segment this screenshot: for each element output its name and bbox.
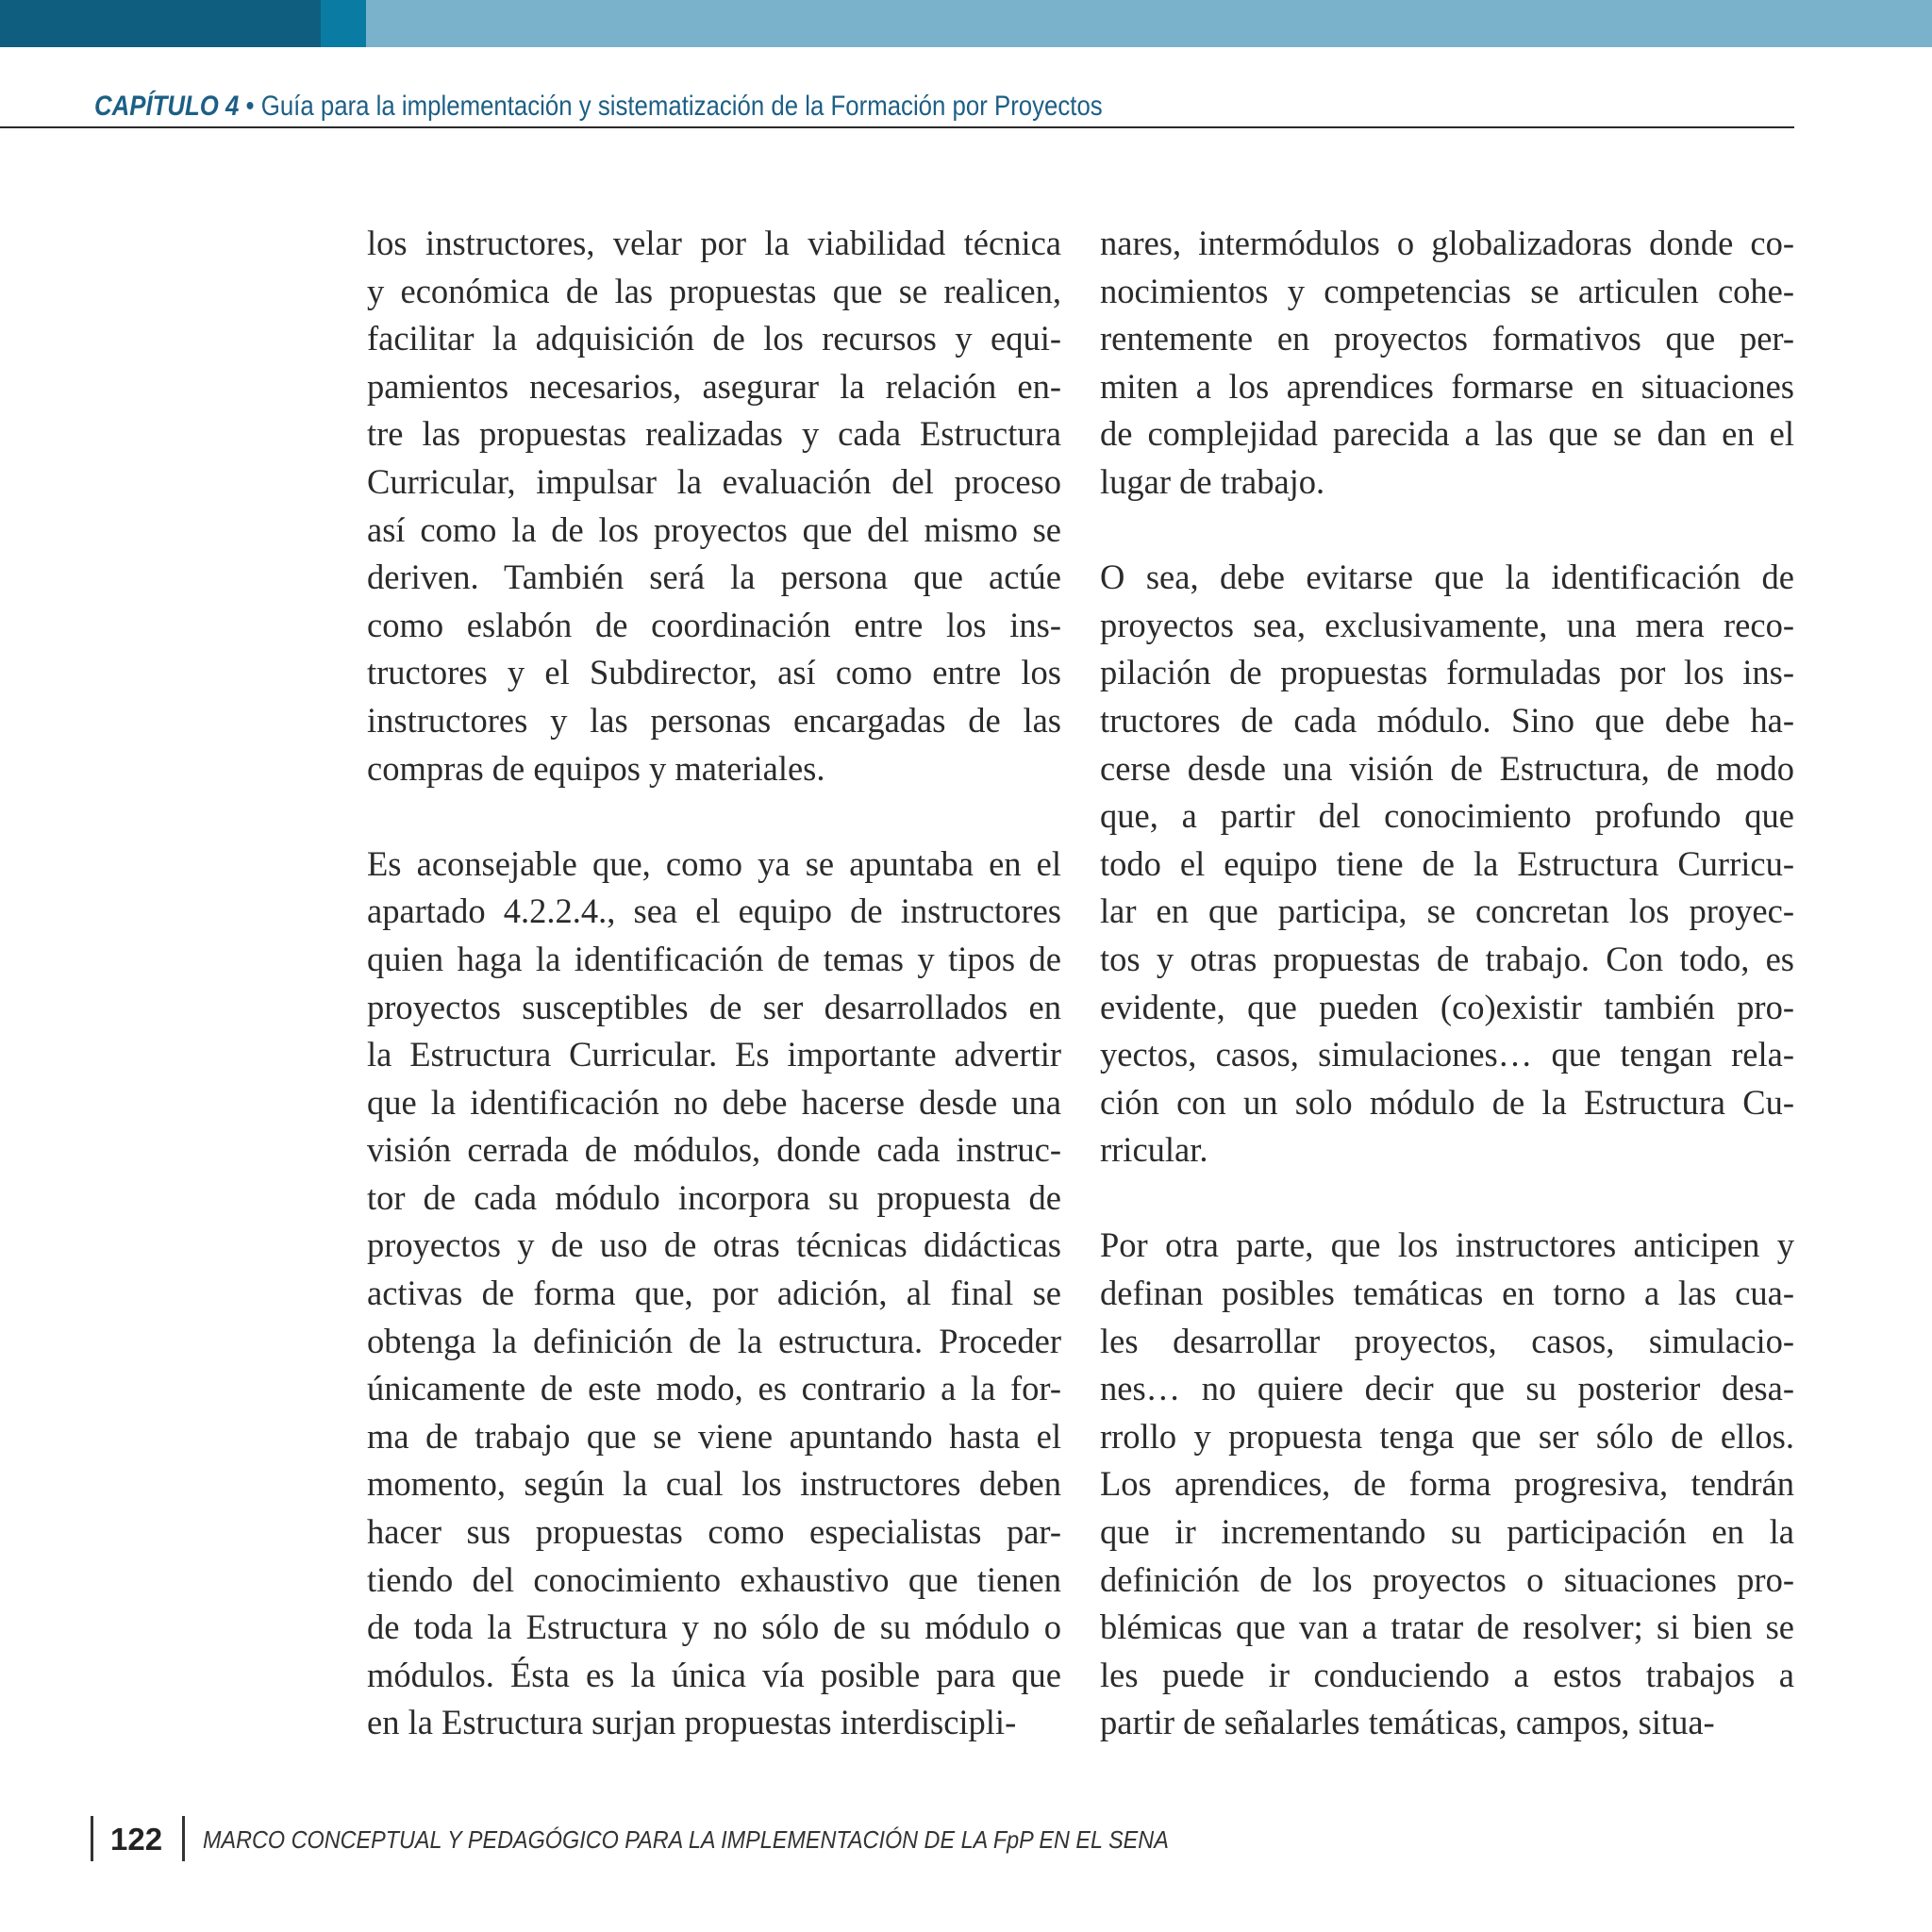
- left-text-column: [367, 220, 1061, 1747]
- text-line: compras de equipos y materiales.: [367, 748, 825, 788]
- top-bar-mid-segment: [321, 0, 366, 47]
- paragraph-gap: [1100, 507, 1794, 555]
- text-line: deriven. También será la persona que actúe: [367, 558, 1061, 597]
- text-line: visión cerrada de módulos, donde cada instruc-: [367, 1130, 1061, 1170]
- text-line: en la Estructura surjan propuestas interdiscipli-: [367, 1703, 1017, 1742]
- text-line: que ir incrementando su participación en la: [1100, 1512, 1794, 1552]
- footer-divider-left: [91, 1816, 93, 1861]
- text-line: nares, intermódulos o globalizadoras donde co-: [1100, 224, 1794, 262]
- text-line: tre las propuestas realizadas y cada Estructura: [367, 414, 1061, 454]
- text-line: proyectos sea, exclusivamente, una mera reco-: [1100, 605, 1794, 644]
- text-line: de toda la Estructura y no sólo de su módulo o: [367, 1607, 1061, 1647]
- text-line: tructores de cada módulo. Sino que debe ha-: [1100, 700, 1794, 740]
- text-line: partir de señalarles temáticas, campos, situa-: [1100, 1703, 1715, 1742]
- text-line: ma de trabajo que se viene apuntando hasta el: [367, 1416, 1061, 1456]
- text-line: todo el equipo tiene de la Estructura Curricu-: [1100, 843, 1794, 883]
- text-line: miten a los aprendices formarse en situaciones: [1100, 366, 1794, 406]
- text-line: los instructores, velar por la viabilidad técnica: [367, 224, 1061, 262]
- text-line: que, a partir del conocimiento profundo que: [1100, 796, 1794, 836]
- text-line: pamientos necesarios, asegurar la relación en-: [367, 366, 1061, 406]
- text-line: definición de los proyectos o situaciones pro-: [1100, 1559, 1794, 1599]
- text-line: instructores y las personas encargadas de las: [367, 700, 1061, 740]
- page-number: 122: [110, 1822, 163, 1857]
- text-line: Curricular, impulsar la evaluación del proceso: [367, 461, 1061, 501]
- text-line: Por otra parte, que los instructores anticipen y: [1100, 1225, 1794, 1265]
- header-rule: [0, 126, 1794, 128]
- text-line: quien haga la identificación de temas y tipos de: [367, 939, 1061, 978]
- text-line: O sea, debe evitarse que la identificación de: [1100, 558, 1794, 597]
- text-line: Es aconsejable que, como ya se apuntaba en el: [367, 843, 1061, 883]
- text-line: blémicas que van a tratar de resolver; si bien se: [1100, 1607, 1794, 1647]
- text-line: tos y otras propuestas de trabajo. Con todo, es: [1100, 939, 1794, 978]
- text-line: módulos. Ésta es la única vía posible para que: [367, 1655, 1061, 1694]
- text-line: pilación de propuestas formuladas por los ins-: [1100, 653, 1794, 692]
- text-line: tructores y el Subdirector, así como entre los: [367, 653, 1061, 692]
- text-line: evidente, que pueden (co)existir también pro-: [1100, 987, 1794, 1026]
- text-line: rrollo y propuesta tenga que ser sólo de ellos.: [1100, 1416, 1794, 1456]
- footer-book-title: MARCO CONCEPTUAL Y PEDAGÓGICO PARA LA IMPLEMENTACIÓN DE LA FpP EN EL SENA: [203, 1825, 1169, 1854]
- text-line: tiendo del conocimiento exhaustivo que tienen: [367, 1559, 1061, 1599]
- text-line: activas de forma que, por adición, al final se: [367, 1274, 1061, 1313]
- text-line: apartado 4.2.2.4., sea el equipo de instructores: [367, 891, 1061, 931]
- text-line: facilitar la adquisición de los recursos y equi-: [367, 319, 1061, 358]
- text-line: tor de cada módulo incorpora su propuesta de: [367, 1177, 1061, 1217]
- text-line: únicamente de este modo, es contrario a la for-: [367, 1369, 1061, 1408]
- top-color-bar: [0, 0, 1932, 47]
- text-line: proyectos susceptibles de ser desarrollados en: [367, 987, 1061, 1026]
- footer-divider-right: [182, 1816, 185, 1861]
- chapter-label: CAPÍTULO 4: [94, 91, 240, 122]
- header-separator: •: [239, 91, 261, 122]
- text-line: les puede ir conduciendo a estos trabajos a: [1100, 1655, 1794, 1694]
- text-line: yectos, casos, simulaciones… que tengan rela-: [1100, 1035, 1794, 1074]
- text-line: nes… no quiere decir que su posterior desa-: [1100, 1369, 1794, 1408]
- text-line: definan posibles temáticas en torno a las cua-: [1100, 1274, 1794, 1313]
- top-bar-dark-segment: [0, 0, 321, 47]
- text-line: Los aprendices, de forma progresiva, tendrán: [1100, 1464, 1794, 1504]
- text-line: les desarrollar proyectos, casos, simulacio-: [1100, 1321, 1794, 1360]
- running-header: [94, 91, 1555, 128]
- text-line: cerse desde una visión de Estructura, de modo: [1100, 748, 1794, 788]
- right-text-column: [1100, 220, 1794, 1747]
- paragraph-gap: [1100, 1174, 1794, 1223]
- text-line: rricular.: [1100, 1130, 1208, 1170]
- text-line: momento, según la cual los instructores deben: [367, 1464, 1061, 1504]
- text-line: la Estructura Curricular. Es importante advertir: [367, 1035, 1061, 1074]
- text-line: de complejidad parecida a las que se dan en el: [1100, 414, 1794, 454]
- text-line: lugar de trabajo.: [1100, 461, 1325, 501]
- text-line: nocimientos y competencias se articulen cohe-: [1100, 271, 1794, 310]
- text-line: hacer sus propuestas como especialistas par-: [367, 1512, 1061, 1552]
- text-line: obtenga la definición de la estructura. Proceder: [367, 1321, 1061, 1360]
- text-line: como eslabón de coordinación entre los ins-: [367, 605, 1061, 644]
- text-line: que la identificación no debe hacerse desde una: [367, 1082, 1061, 1122]
- text-line: rentemente en proyectos formativos que per-: [1100, 319, 1794, 358]
- paragraph-gap: [367, 792, 1061, 841]
- text-line: así como la de los proyectos que del mismo se: [367, 509, 1061, 549]
- chapter-title: Guía para la implementación y sistematización de la Formación por Proyectos: [260, 91, 1103, 122]
- text-line: proyectos y de uso de otras técnicas didácticas: [367, 1225, 1061, 1265]
- text-line: ción con un solo módulo de la Estructura Cu-: [1100, 1082, 1794, 1122]
- text-line: y económica de las propuestas que se realicen,: [367, 271, 1061, 310]
- text-line: lar en que participa, se concretan los proyec-: [1100, 891, 1794, 931]
